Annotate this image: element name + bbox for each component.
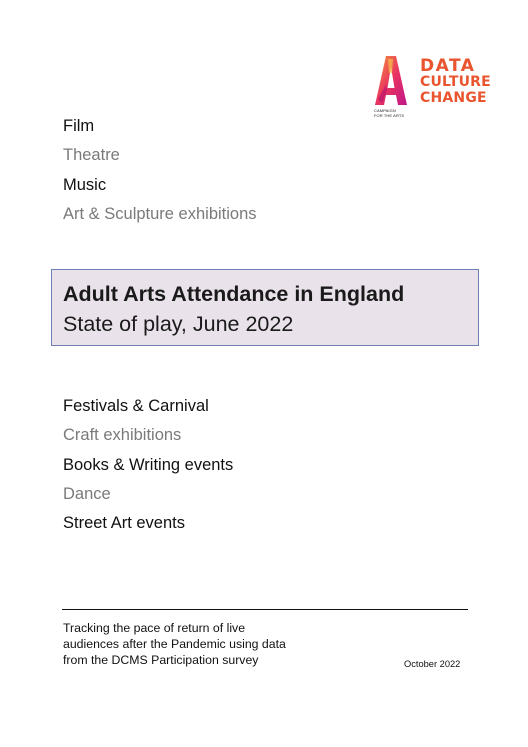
logo-campaign-line-2: FOR THE ARTS [374,112,405,118]
logo-word-data: DATA [420,56,476,76]
footer-description-line: Tracking the pace of return of live [63,621,246,635]
art-form-item: Street Art events [63,514,185,533]
art-form-item: Film [63,117,95,135]
letter-a-logo-icon [374,55,408,110]
logo-wordmark [420,58,491,106]
report-subtitle: State of play, June 2022 [63,312,294,336]
logo-word-culture: CULTURE [420,74,491,90]
art-form-item: Books & Writing events [63,455,234,474]
art-forms-list-top [63,115,257,232]
footer-description-line: audiences after the Pandemic using data [63,637,286,652]
art-form-item: Theatre [63,146,120,165]
publication-date: October 2022 [404,659,461,669]
title-box [51,269,479,346]
art-form-item: Craft exhibitions [63,426,182,445]
footer-description [63,620,363,669]
footer-divider [62,609,468,610]
art-form-item: Art & Sculpture exhibitions [63,204,257,223]
logo-word-change: CHANGE [420,89,487,106]
logo-campaign-line-1: CAMPAIGN [374,108,396,113]
logo-campaign-text [374,109,414,118]
art-form-item: Music [63,175,107,194]
art-form-item: Festivals & Carnival [63,397,209,415]
art-form-item: Dance [63,484,111,503]
campaign-for-the-arts-logo [374,55,494,120]
art-forms-list-bottom [63,395,233,541]
report-title: Adult Arts Attendance in England [63,282,405,306]
footer-description-line: from the DCMS Participation survey [63,653,259,668]
